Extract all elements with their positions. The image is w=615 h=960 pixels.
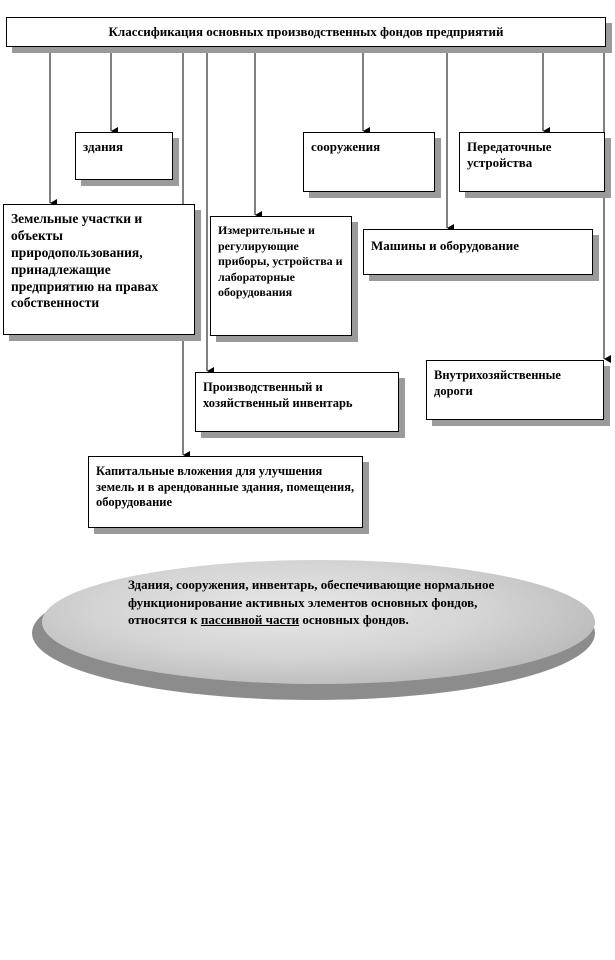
note-tail: основных фондов. <box>299 612 409 628</box>
note-main: Здания, сооружения, инвентарь, обеспечивающие нормальное функционирование активных элементов основных фондов, относятся к <box>128 577 495 628</box>
box-structures: сооружения <box>303 132 435 192</box>
box-machines-equipment: Машины и оборудование <box>363 229 593 275</box>
diagram-title: Классификация основных производственных фондов предприятий <box>6 17 606 47</box>
box-buildings: здания <box>75 132 173 180</box>
passive-part-note <box>20 560 595 700</box>
box-capital-investments: Капитальные вложения для улучшения земель и в арендованные здания, помещения, оборудование <box>88 456 363 528</box>
note-text <box>128 576 518 629</box>
box-transmission-devices: Передаточные устройства <box>459 132 605 192</box>
box-land-plots: Земельные участки и объекты природопользования, принадлежащие предприятию на правах собственности <box>3 204 195 335</box>
note-emphasis: пассивной части <box>200 612 300 628</box>
box-measuring-instruments: Измерительные и регулирующие приборы, устройства и лабораторные оборудования <box>210 216 352 336</box>
box-production-inventory: Производственный и хозяйственный инвентарь <box>195 372 399 432</box>
box-internal-roads: Внутрихозяйственные дороги <box>426 360 604 420</box>
